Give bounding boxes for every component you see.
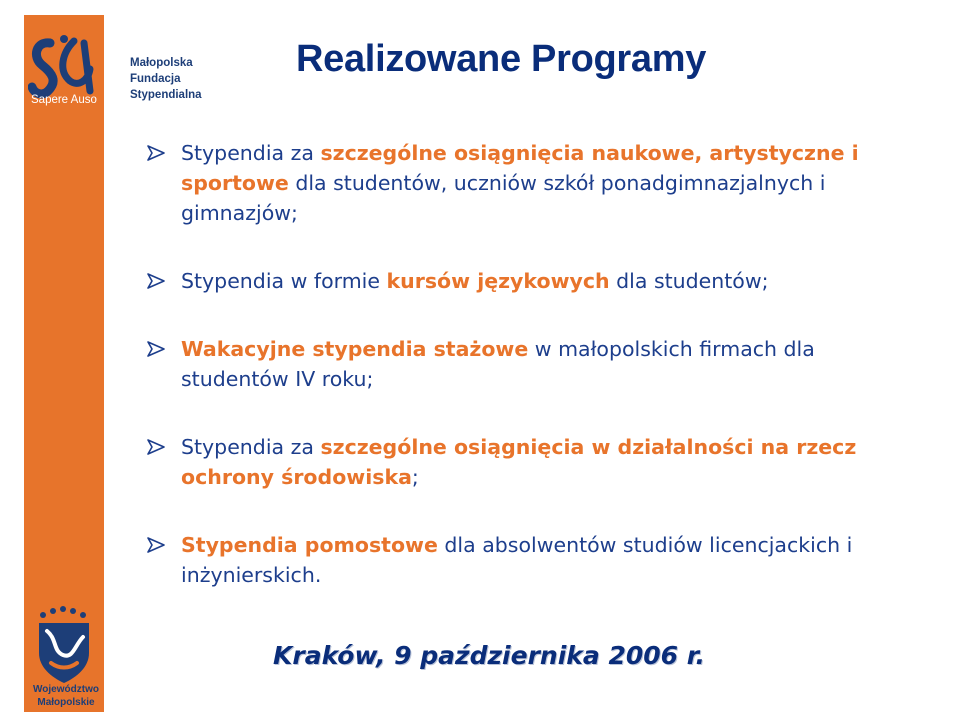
foundation-logo-icon xyxy=(28,31,102,125)
plain-phrase: Stypendia za xyxy=(181,141,321,165)
voivodeship-name xyxy=(28,683,104,709)
highlighted-phrase: kursów językowych xyxy=(386,269,610,293)
plain-phrase: w małopolskich firmach dla studentów IV roku; xyxy=(181,337,815,391)
program-text xyxy=(181,432,926,492)
highlighted-phrase: Stypendia pomostowe xyxy=(181,533,438,557)
arrow-bullet-icon xyxy=(146,536,166,554)
foundation-name-line-1: Małopolska xyxy=(130,57,193,69)
program-text xyxy=(181,138,926,228)
program-text xyxy=(181,530,926,590)
plain-phrase: dla studentów, uczniów szkół ponadgimnazjalnych i gimnazjów; xyxy=(181,171,826,225)
program-item xyxy=(146,530,926,590)
program-item xyxy=(146,138,926,228)
slide-title: Realizowane Programy xyxy=(296,38,707,80)
arrow-bullet-icon xyxy=(146,340,166,358)
plain-phrase: Stypendia za xyxy=(181,435,321,459)
foundation-name xyxy=(130,55,230,103)
arrow-bullet-icon xyxy=(146,272,166,290)
footer-date: Kraków, 9 października 2006 r. xyxy=(273,641,706,670)
highlighted-phrase: szczególne osiągnięcia naukowe, artystyczne i sportowe xyxy=(181,141,859,195)
foundation-name-line-2: Fundacja xyxy=(130,73,181,85)
foundation-name-line-3: Stypendialna xyxy=(130,89,202,101)
highlighted-phrase: szczególne osiągnięcia w działalności na rzecz ochrony środowiska xyxy=(181,435,857,489)
foundation-motto: Sapere Auso xyxy=(31,94,97,106)
voivodeship-line-2: Małopolskie xyxy=(37,697,95,708)
plain-phrase: Stypendia w formie xyxy=(181,269,387,293)
program-item xyxy=(146,334,926,394)
sidebar-panel xyxy=(24,15,202,712)
program-item xyxy=(146,432,926,492)
plain-phrase: dla studentów; xyxy=(609,269,769,293)
highlighted-phrase: Wakacyjne stypendia stażowe xyxy=(181,337,529,361)
plain-phrase: ; xyxy=(411,465,419,489)
program-text xyxy=(181,266,926,296)
voivodeship-crest-icon xyxy=(29,605,99,685)
arrow-bullet-icon xyxy=(146,438,166,456)
arrow-bullet-icon xyxy=(146,144,166,162)
voivodeship-line-1: Województwo xyxy=(33,684,99,695)
program-text xyxy=(181,334,926,394)
program-item xyxy=(146,266,926,296)
plain-phrase: dla absolwentów studiów licencjackich i inżynierskich. xyxy=(181,533,853,587)
